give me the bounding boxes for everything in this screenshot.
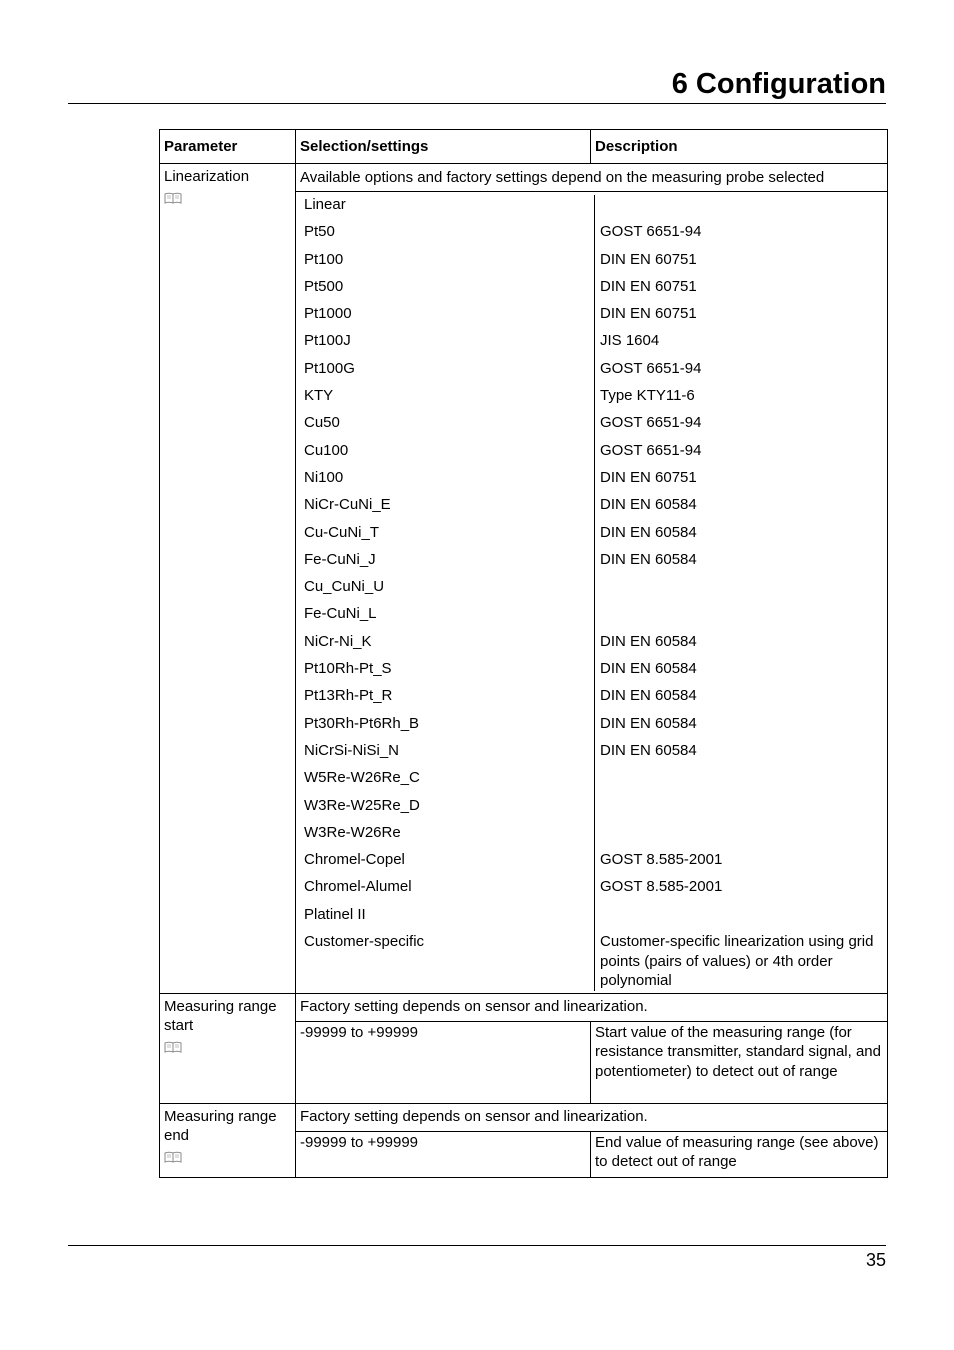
column-header: Selection/settings: [296, 130, 591, 164]
option-description: DIN EN 60751: [600, 277, 697, 295]
option-selection: Chromel-Alumel: [300, 877, 595, 904]
list-item: [300, 659, 883, 686]
range-end-selection: -99999 to +99999: [296, 1131, 591, 1177]
list-item: [300, 250, 883, 277]
option-selection: Cu50: [300, 413, 595, 440]
footer-rule: [68, 1245, 886, 1246]
list-item: [300, 796, 883, 823]
option-description: DIN EN 60584: [600, 687, 697, 705]
option-selection: NiCr-CuNi_E: [300, 495, 595, 522]
option-description: DIN EN 60751: [600, 305, 697, 323]
parameter-table: [159, 129, 888, 1178]
linearization-note: Available options and factory settings depend on the measuring probe selected: [296, 164, 888, 192]
option-description: DIN EN 60584: [600, 496, 697, 514]
list-item: [300, 195, 883, 222]
option-description: Type KTY11-6: [600, 387, 695, 405]
option-description: GOST 8.585-2001: [600, 851, 723, 869]
option-selection: Fe-CuNi_L: [300, 604, 595, 631]
list-item: [300, 468, 883, 495]
list-item: [300, 359, 883, 386]
option-selection: Pt10Rh-Pt_S: [300, 659, 595, 686]
option-description: DIN EN 60584: [600, 550, 697, 568]
option-description: DIN EN 60584: [600, 714, 697, 732]
range-start-selection: -99999 to +99999: [296, 1021, 591, 1103]
option-selection: Pt100G: [300, 359, 595, 386]
list-item: [300, 577, 883, 604]
option-description: [595, 823, 883, 850]
parameter-label: Measuring range end: [164, 1107, 277, 1145]
option-description: GOST 6651-94: [600, 359, 702, 377]
option-selection: Ni100: [300, 468, 595, 495]
page-number: 35: [865, 1250, 886, 1270]
option-description: GOST 6651-94: [600, 223, 702, 241]
parameter-label: Linearization: [164, 168, 250, 185]
range-start-note: Factory setting depends on sensor and linearization.: [296, 993, 888, 1021]
list-item: [300, 331, 883, 358]
option-selection: Cu_CuNi_U: [300, 577, 595, 604]
list-item: [300, 823, 883, 850]
table-row: [160, 993, 888, 1021]
option-selection: Cu100: [300, 441, 595, 468]
book-icon: [164, 1041, 182, 1054]
option-selection: Pt50: [300, 222, 595, 249]
option-description: Customer-specific linearization using grid points (pairs of values) or 4th order polynomial: [600, 933, 874, 990]
list-item: [300, 523, 883, 550]
column-header: Description: [591, 130, 888, 164]
list-item: [300, 604, 883, 631]
list-item: [300, 686, 883, 713]
option-description: DIN EN 60584: [600, 523, 697, 541]
list-item: [300, 632, 883, 659]
range-end-description: End value of measuring range (see above) to detect out of range: [591, 1131, 888, 1177]
list-item: [300, 550, 883, 577]
list-item: [300, 222, 883, 249]
list-item: [300, 905, 883, 932]
option-selection: W5Re-W26Re_C: [300, 768, 595, 795]
option-selection: Platinel II: [300, 905, 595, 932]
option-description: DIN EN 60751: [600, 468, 697, 486]
option-selection: Pt1000: [300, 304, 595, 331]
option-selection: Linear: [300, 195, 595, 222]
list-item: [300, 304, 883, 331]
parameter-cell-range-start: [160, 993, 296, 1103]
list-item: [300, 413, 883, 440]
header-rule: [68, 103, 886, 104]
table-header-row: [160, 130, 888, 164]
list-item: [300, 495, 883, 522]
option-selection: W3Re-W26Re: [300, 823, 595, 850]
option-list: [300, 192, 883, 993]
list-item: [300, 850, 883, 877]
parameter-cell-linearization: [160, 164, 296, 994]
range-end-note: Factory setting depends on sensor and linearization.: [296, 1103, 888, 1131]
option-selection: KTY: [300, 386, 595, 413]
option-selection: Customer-specific: [300, 932, 595, 991]
parameter-label: Measuring range start: [164, 997, 277, 1035]
option-selection: Pt100: [300, 250, 595, 277]
option-selection: Pt100J: [300, 331, 595, 358]
option-description: GOST 6651-94: [600, 414, 702, 432]
option-selection: NiCr-Ni_K: [300, 632, 595, 659]
option-selection: Pt500: [300, 277, 595, 304]
option-description: JIS 1604: [600, 332, 660, 350]
list-item: [300, 277, 883, 304]
option-description: DIN EN 60751: [600, 250, 697, 268]
table-row: [160, 1103, 888, 1131]
option-description: [595, 604, 883, 631]
range-start-description: Start value of the measuring range (for resistance transmitter, standard signal, and potentiometer) to detect out of range: [591, 1021, 888, 1103]
chapter-title: 6 Configuration: [671, 68, 886, 100]
list-item: [300, 386, 883, 413]
option-selection: W3Re-W25Re_D: [300, 796, 595, 823]
list-item: [300, 741, 883, 768]
book-icon: [164, 192, 182, 205]
option-description: [595, 768, 883, 795]
option-description: [595, 796, 883, 823]
option-description: [595, 195, 883, 222]
list-item: [300, 714, 883, 741]
list-item: [300, 877, 883, 904]
option-selection: Chromel-Copel: [300, 850, 595, 877]
option-selection: Cu-CuNi_T: [300, 523, 595, 550]
option-description: DIN EN 60584: [600, 660, 697, 678]
list-item: [300, 932, 883, 991]
option-description: GOST 6651-94: [600, 441, 702, 459]
table-row: [160, 164, 888, 192]
option-description: [595, 577, 883, 604]
list-item: [300, 441, 883, 468]
list-item: [300, 768, 883, 795]
column-header: Parameter: [160, 130, 296, 164]
parameter-cell-range-end: [160, 1103, 296, 1177]
option-selection: NiCrSi-NiSi_N: [300, 741, 595, 768]
option-description: [595, 905, 883, 932]
option-selection: Pt30Rh-Pt6Rh_B: [300, 714, 595, 741]
option-selection: Fe-CuNi_J: [300, 550, 595, 577]
option-description: GOST 8.585-2001: [600, 878, 723, 896]
option-description: DIN EN 60584: [600, 741, 697, 759]
option-selection: Pt13Rh-Pt_R: [300, 686, 595, 713]
option-description: DIN EN 60584: [600, 632, 697, 650]
linearization-options: [296, 192, 888, 994]
book-icon: [164, 1151, 182, 1164]
